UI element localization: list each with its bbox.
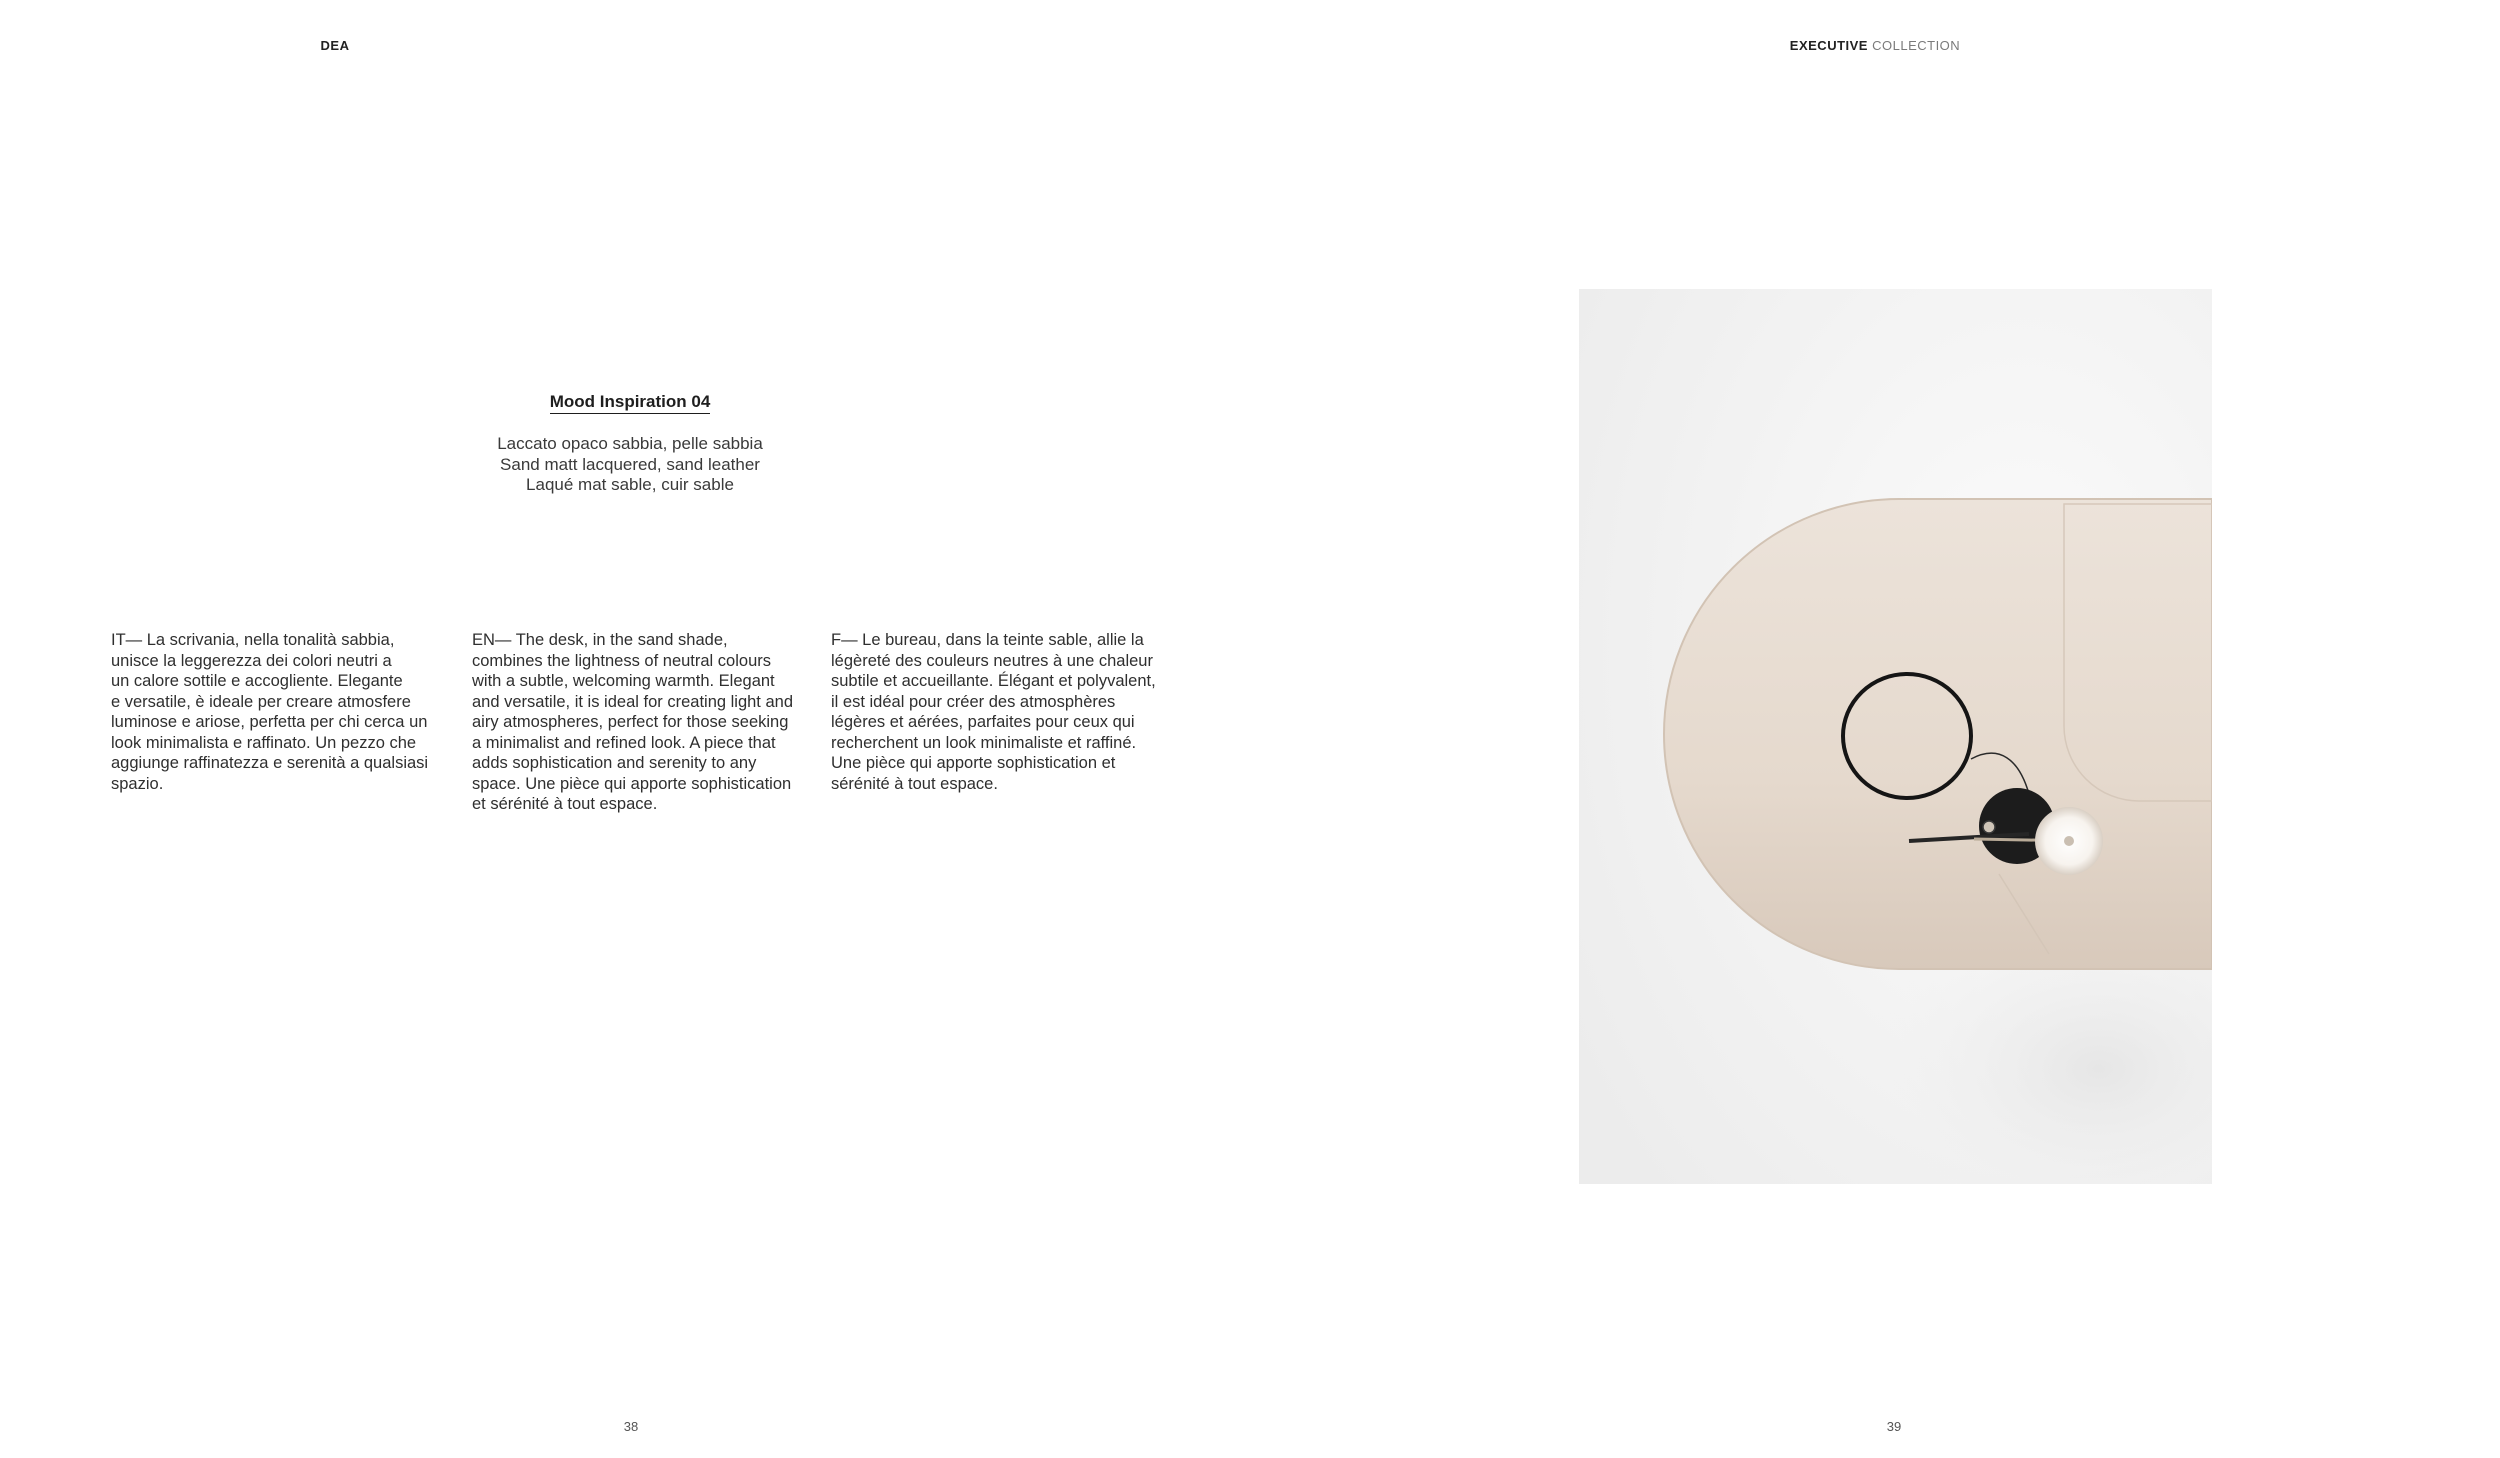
text-line: légères et aérées, parfaites pour ceux qui (831, 713, 1135, 731)
text-line: look minimalista e raffinato. Un pezzo che (111, 733, 417, 752)
text-line: il est idéal pour créer des atmosphères (831, 692, 1116, 711)
lamp-joint (1983, 821, 1995, 833)
product-photo (1579, 289, 2212, 1184)
mood-line-fr: Laqué mat sable, cuir sable (526, 475, 734, 494)
mood-line-en: Sand matt lacquered, sand leather (500, 454, 760, 474)
mood-block (430, 392, 830, 496)
text-line: EN— The desk, in the sand shade, (472, 631, 728, 649)
text-line: airy atmospheres, perfect for those seeking (472, 713, 789, 731)
page-number-right: 39 (1886, 1419, 1902, 1434)
mood-line-it: Laccato opaco sabbia, pelle sabbia (497, 434, 763, 453)
collection-label-bold: EXECUTIVE (1789, 38, 1868, 53)
text-line: sérénité à tout espace. (831, 774, 998, 793)
text-line: et sérénité à tout espace. (472, 795, 658, 813)
text-line: space. Une pièce qui apporte sophistication (472, 774, 792, 793)
description-fr (831, 630, 1161, 794)
text-line: a minimalist and refined look. A piece that (472, 733, 776, 752)
text-line: adds sophistication and serenity to any (472, 754, 757, 772)
text-line: recherchent un look minimaliste et raffiné. (831, 733, 1137, 752)
text-line: and versatile, it is ideal for creating light and (472, 692, 794, 711)
page-number-left: 38 (623, 1419, 639, 1434)
desk-top (1664, 499, 2212, 969)
text-line: luminose e ariose, perfetta per chi cerca un (111, 713, 428, 731)
text-line: combines the lightness of neutral colours (472, 651, 771, 670)
lamp-bulb-center (2064, 836, 2074, 846)
running-head-right (1250, 38, 2500, 53)
text-line: légèreté des couleurs neutres à une chaleur (831, 651, 1153, 670)
description-it (111, 630, 441, 794)
mood-title: Mood Inspiration 04 (550, 392, 711, 414)
text-line: spazio. (111, 774, 164, 793)
text-line: subtile et accueillante. Élégant et polyvalent, (831, 672, 1156, 690)
product-name: DEA (320, 38, 350, 53)
text-line: e versatile, è ideale per creare atmosfere (111, 692, 411, 711)
text-line: F— Le bureau, dans la teinte sable, allie la (831, 631, 1144, 649)
running-head-left (0, 38, 1250, 53)
text-line: unisce la leggerezza dei colori neutri a (111, 651, 392, 670)
text-line: Une pièce qui apporte sophistication et (831, 754, 1116, 772)
text-line: aggiunge raffinatezza e serenità a qualsiasi (111, 754, 429, 772)
text-line: un calore sottile e accogliente. Elegante (111, 672, 403, 690)
collection-label-light: COLLECTION (1872, 38, 1961, 53)
description-en (472, 630, 802, 815)
text-line: IT— La scrivania, nella tonalità sabbia, (111, 631, 395, 649)
text-line: with a subtle, welcoming warmth. Elegant (472, 672, 775, 690)
